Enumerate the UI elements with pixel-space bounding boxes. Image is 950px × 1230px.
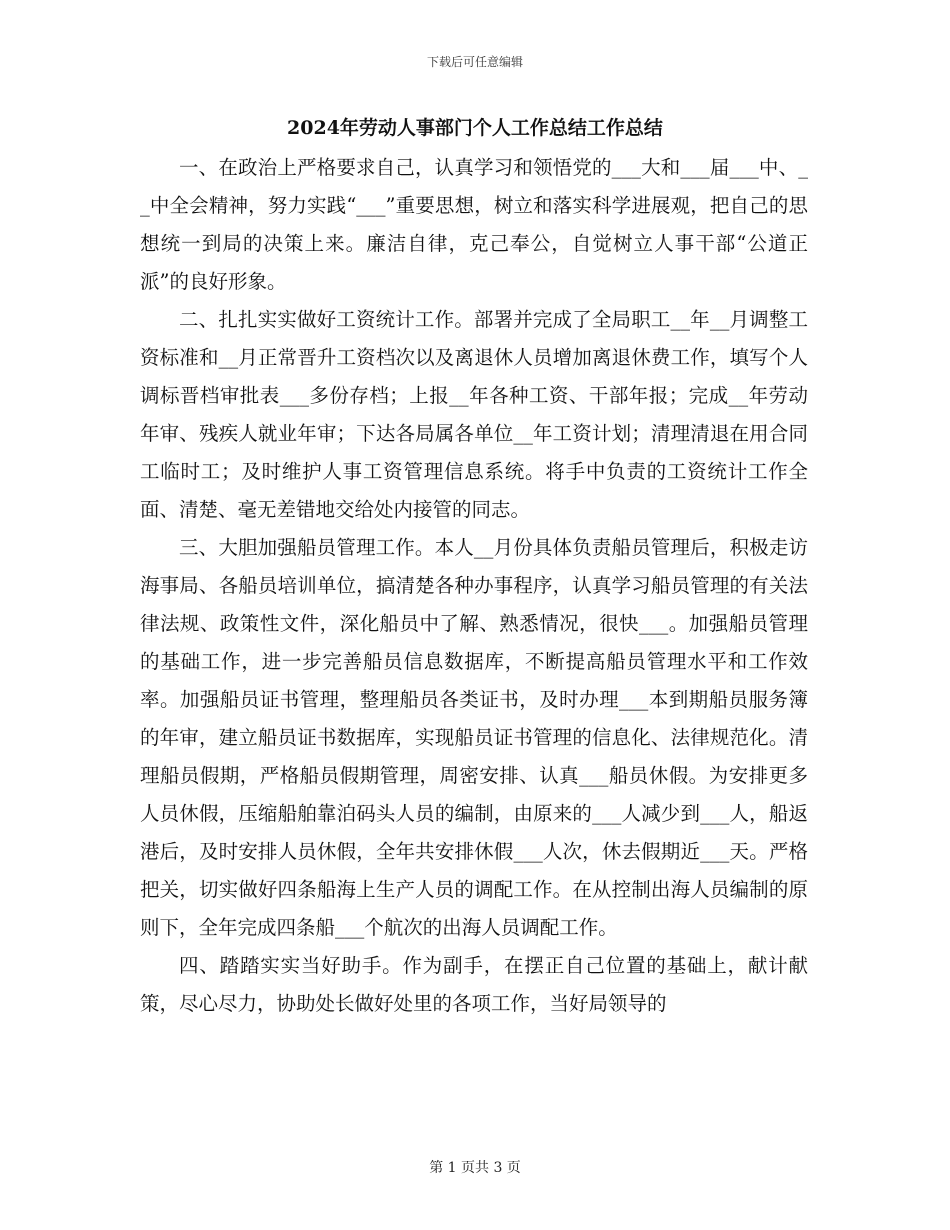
paragraph-1: 一、在政治上严格要求自己，认真学习和领悟党的___大和___届___中、__中全会精神，努力实践“___”重要思想，树立和落实科学进展观，把自己的思想统一到局的决策上来。廉洁自律，克己奉公，自觉树立人事干部“公道正派”的良好形象。 — [140, 156, 808, 293]
page-number-footer: 第 1 页共 3 页 — [429, 1160, 521, 1176]
paragraph-2: 二、扎扎实实做好工资统计工作。部署并完成了全局职工__年__月调整工资标准和__月正常晋升工资档次以及离退休人员增加离退休费工作，填写个人调标晋档审批表___多份存档；上报__年各种工资、干部年报；完成__年劳动年审、残疾人就业年审；下达各局属各单位__年工资计划；清理清退在用合同工临时工；及时维护人事工资管理信息系统。将手中负责的工资统计工作全面、清楚、毫无差错地交给处内接管的同志。 — [140, 308, 808, 521]
document-title: 2024年劳动人事部门个人工作总结工作总结 — [287, 117, 663, 139]
paragraph-4: 四、踏踏实实当好助手。作为副手，在摆正自己位置的基础上，献计献策，尽心尽力，协助处长做好处里的各项工作，当好局领导的 — [140, 954, 808, 1015]
paragraph-3: 三、大胆加强船员管理工作。本人__月份具体负责船员管理后，积极走访海事局、各船员培训单位，搞清楚各种办事程序，认真学习船员管理的有关法律法规、政策性文件，深化船员中了解、熟悉情况，很快___。加强船员管理的基础工作，进一步完善船员信息数据库，不断提高船员管理水平和工作效率。加强船员证书管理，整理船员各类证书，及时办理___本到期船员服务簿的年审，建立船员证书数据库，实现船员证书管理的信息化、法律规范化。清理船员假期，严格船员假期管理，周密安排、认真___船员休假。为安排更多人员休假，压缩船舶靠泊码头人员的编制，由原来的___人减少到___人，船返港后，及时安排人员休假，全年共安排休假___人次，休去假期近___天。严格把关，切实做好四条船海上生产人员的调配工作。在从控制出海人员编制的原则下，全年完成四条船___个航次的出海人员调配工作。 — [140, 536, 808, 939]
page-header-note: 下载后可任意编辑 — [426, 55, 523, 69]
document-body — [140, 149, 808, 1023]
